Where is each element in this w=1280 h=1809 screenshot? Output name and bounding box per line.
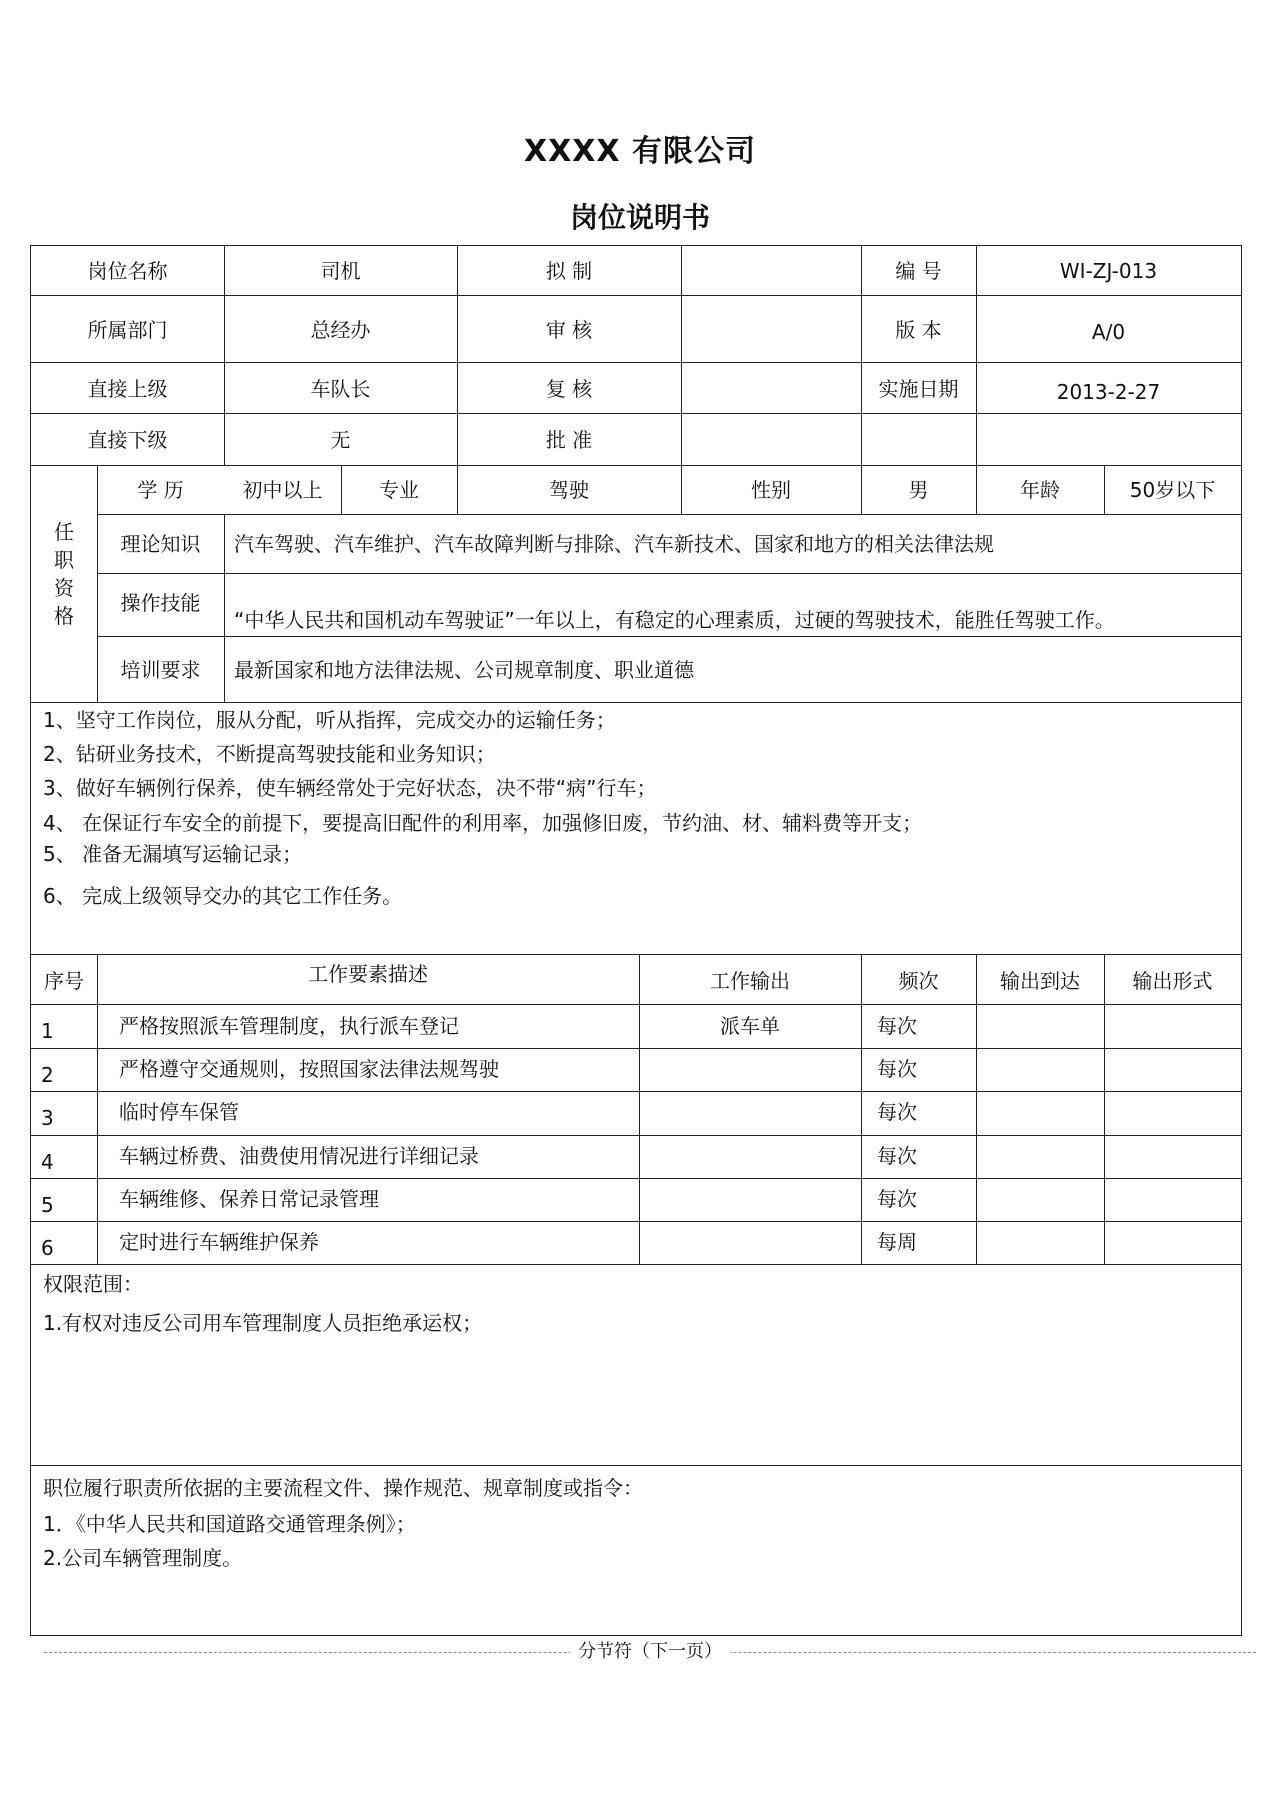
value-doc-number: WI-ZJ-013 [1059,259,1158,283]
value-position-name: 司机 [320,259,361,283]
company-title: XXXX 有限公司 [524,134,756,169]
value-theory: 汽车驾驶、汽车维护、汽车故障判断与排除、汽车新技术、国家和地方的相关法律法规 [234,532,994,556]
value-effective-date: 2013-2-27 [1056,380,1161,404]
value-major: 驾驶 [549,478,589,502]
row-description: 严格按照派车管理制度，执行派车登记 [119,1014,459,1038]
label-version: 版 本 [895,318,942,342]
value-gender: 男 [908,478,929,502]
label-training: 培训要求 [120,658,201,682]
label-position-name: 岗位名称 [87,259,168,283]
value-department: 总经办 [310,318,371,342]
qualifications-label: 任职资格 [54,520,74,628]
row-description: 临时停车保管 [119,1100,239,1124]
job-description-table [30,245,1242,1636]
authority-item: 1.有权对违反公司用车管理制度人员拒绝承运权； [43,1311,483,1335]
label-theory: 理论知识 [120,532,201,556]
duty-item: 3、做好车辆例行保养，使车辆经常处于完好状态，决不带“病”行车； [43,776,657,800]
basis-title: 职位履行职责所依据的主要流程文件、操作规范、规章制度或指令： [43,1476,643,1500]
value-version: A/0 [1091,320,1126,344]
value-supervisor: 车队长 [310,377,371,401]
label-reviewed: 审 核 [545,318,593,342]
row-no: 5 [41,1193,54,1217]
duty-item: 5、 准备无漏填写运输记录； [43,842,303,866]
duty-item: 6、 完成上级领导交办的其它工作任务。 [43,884,403,908]
header-no: 序号 [44,969,84,993]
value-skill: “中华人民共和国机动车驾驶证”一年以上，有稳定的心理素质，过硬的驾驶技术，能胜任驾驶工作。 [234,608,1115,632]
label-approved: 批 准 [545,428,593,452]
label-education: 学 历 [137,478,184,502]
label-gender: 性别 [751,478,791,502]
row-frequency: 每次 [877,1100,917,1124]
row-description: 车辆过桥费、油费使用情况进行详细记录 [119,1144,479,1168]
duty-item: 2、钻研业务技术，不断提高驾驶技能和业务知识； [43,742,496,766]
label-skill: 操作技能 [120,591,201,615]
label-major: 专业 [379,478,419,502]
basis-item: 2.公司车辆管理制度。 [43,1546,243,1570]
row-frequency: 每次 [877,1014,917,1038]
row-description: 严格遵守交通规则，按照国家法律法规驾驶 [119,1057,499,1081]
header-destination: 输出到达 [1000,969,1080,993]
row-description: 车辆维修、保养日常记录管理 [119,1187,379,1211]
row-frequency: 每次 [877,1057,917,1081]
duty-item: 1、坚守工作岗位，服从分配，听从指挥，完成交办的运输任务； [43,708,616,732]
row-no: 2 [41,1063,54,1087]
value-age: 50岁以下 [1129,478,1216,502]
row-description: 定时进行车辆维护保养 [119,1230,319,1254]
row-frequency: 每次 [877,1187,917,1211]
authority-title: 权限范围： [43,1272,143,1296]
value-education: 初中以上 [242,478,323,502]
row-output: 派车单 [720,1014,780,1038]
header-output: 工作输出 [710,969,790,993]
label-subordinate: 直接下级 [87,428,168,452]
value-training: 最新国家和地方法律法规、公司规章制度、职业道德 [234,658,694,682]
value-subordinate: 无 [330,428,351,452]
duty-item: 4、 在保证行车安全的前提下，要提高旧配件的利用率，加强修旧废，节约油、材、辅料费等开支； [43,811,923,835]
section-break-label: 分节符（下一页） [570,1640,730,1664]
row-frequency: 每次 [877,1144,917,1168]
label-supervisor: 直接上级 [87,377,168,401]
header-format: 输出形式 [1132,969,1213,993]
header-description: 工作要素描述 [308,962,428,986]
label-doc-number: 编 号 [895,259,942,283]
row-no: 3 [41,1106,54,1130]
label-drafted: 拟 制 [545,259,593,283]
row-no: 4 [41,1150,54,1174]
basis-item: 1．《中华人民共和国道路交通管理条例》； [43,1512,416,1536]
label-department: 所属部门 [87,318,168,342]
document-title: 岗位说明书 [569,201,710,234]
label-rechecked: 复 核 [545,377,593,401]
label-age: 年龄 [1020,478,1060,502]
label-effective-date: 实施日期 [878,377,959,401]
row-frequency: 每周 [877,1230,917,1254]
header-frequency: 频次 [898,969,939,993]
row-no: 1 [41,1019,54,1043]
row-no: 6 [41,1236,54,1260]
